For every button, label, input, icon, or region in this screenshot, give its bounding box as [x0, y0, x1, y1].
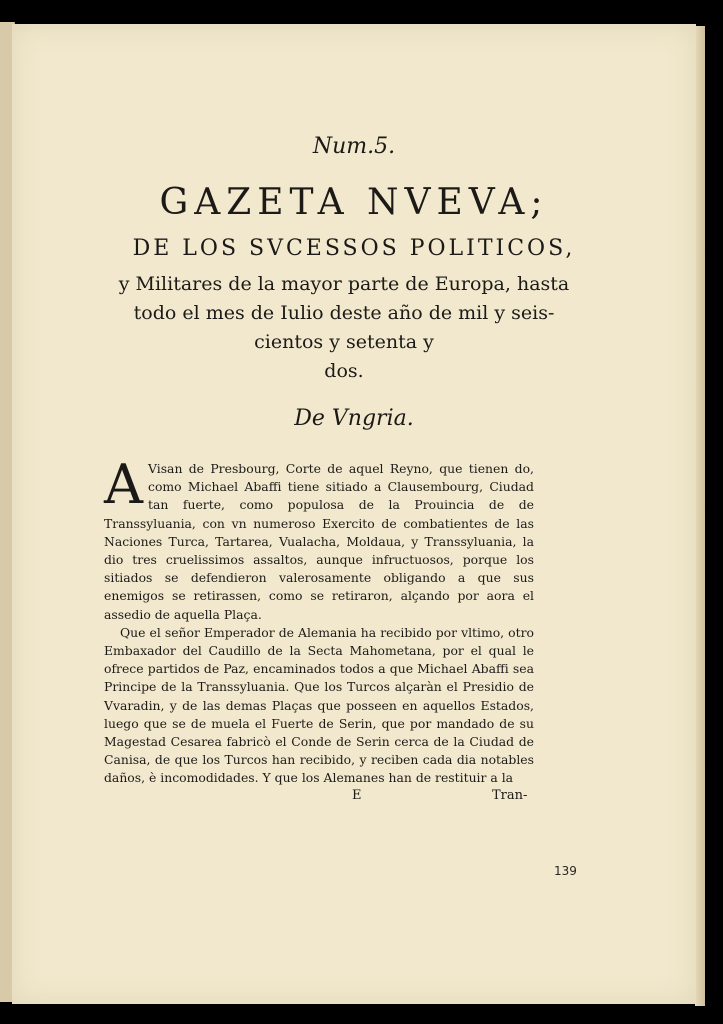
catchword: Tran- [492, 788, 528, 803]
subtitle-line: dos. [324, 360, 364, 382]
document-page [12, 24, 696, 1004]
article-body [104, 453, 534, 788]
subtitle-line: y Militares de la mayor parte de Europa, hasta [118, 273, 570, 295]
issue-number: Num.5. [312, 134, 396, 159]
signature-mark: E [352, 788, 362, 803]
gazette-subtitle-heading: DE LOS SVCESSOS POLITICOS, [132, 236, 576, 261]
paragraph-text: Visan de Presbourg, Corte de aquel Reyno, que tienen do, como Michael Abaffi tiene sitiado a Clausembourg, Ciudad tan fuerte, como populosa de la Prouincia de de Transsyluania, con vn numeroso Exercito de combatientes de las Naciones Turca, Tartarea, Vualacha, Moldaua, y Transsyluania, la dio tres cruelissimos assaltos, aunque infructuosos, porque los sitiados se defendieron valerosamente obligando a que sus enemigos se retirassen, como se retiraron, alçando por aora el assedio de aquella Plaça. [104, 461, 534, 622]
paragraph [104, 453, 534, 624]
subtitle-line: cientos y setenta y [254, 331, 434, 353]
paragraph: Que el señor Emperador de Alemania ha recibido por vltimo, otro Embaxador del Caudillo de la Secta Mahometana, por el qual le ofrece partidos de Paz, encaminados todos a que Michael Abaffi sea Principe de la Transsyluania. Que los Turcos alçaràn el Presidio de Vvaradin, y de las demas Plaças que posseen en aquellos Estados, luego que se de muela el Fuerte de Serin, que por mandado de su Magestad Cesarea fabricò el Conde de Serin cerca de la Ciudad de Canisa, de que los Turcos han recibido, y reciben cada dia notables daños, è incomodidades. Y que los Alemanes han de restituir a la [104, 624, 534, 786]
book-page-edge-right [695, 26, 705, 1006]
section-heading: De Vngria. [294, 406, 414, 431]
subtitle-line: todo el mes de Iulio deste año de mil y seis- [133, 302, 555, 324]
drop-cap: A [104, 453, 143, 516]
gazette-title: GAZETA NVEVA; [159, 182, 549, 223]
gazette-subtitle [92, 270, 596, 386]
page-number: 139 [554, 864, 577, 878]
